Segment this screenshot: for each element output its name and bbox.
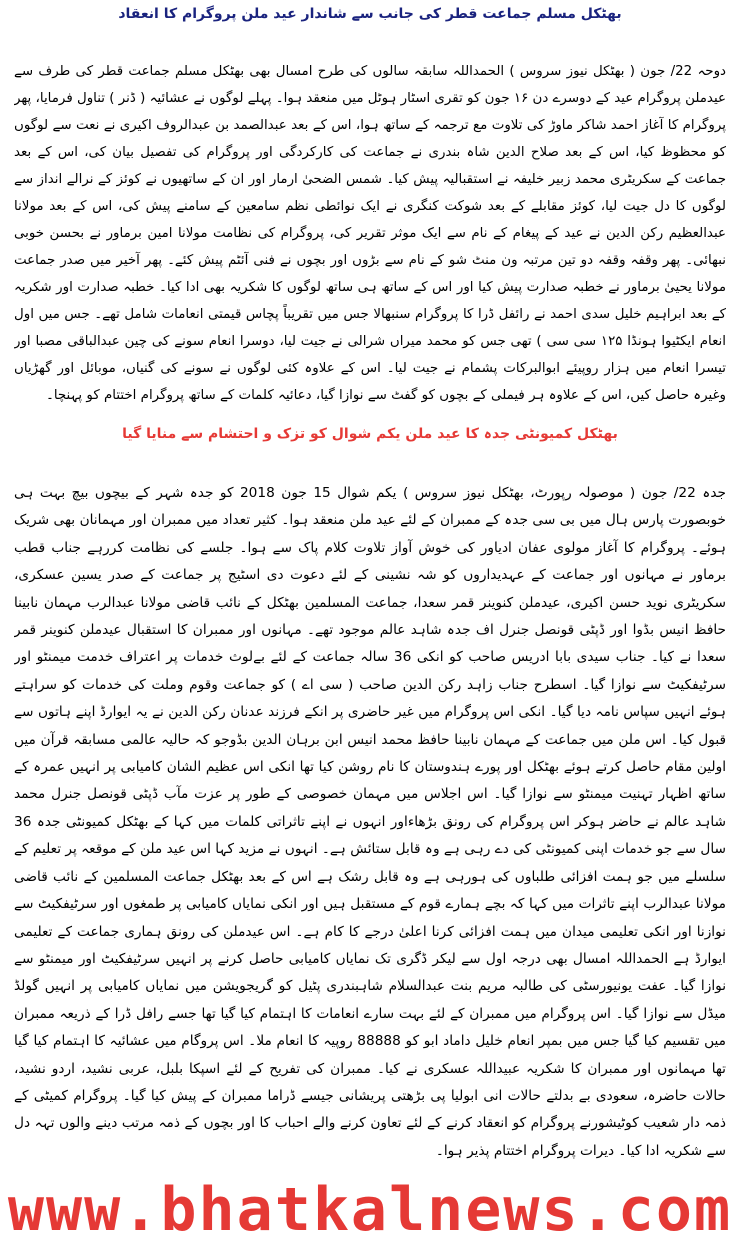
article2-headline: بھٹکل کمیونٹی جدہ کا عید ملن یکم شوال کو تزک و احتشام سے منایا گیا: [122, 426, 618, 442]
website-link[interactable]: www.bhatkalnews.com: [7, 1175, 733, 1245]
footer-banner: [0, 1170, 740, 1250]
article1-body: دوحہ 22/ جون ( بھٹکل نیوز سروس ) الحمداللہ سابقہ سالوں کی طرح امسال بھی بھٹکل مسلم جماعت قطر کی طرف سے عیدملن پروگرام عید کے دوسرے دن ۱۶ جون کو تقری اسٹار ہوٹل میں منعقد ہوا۔ پہلے لوگوں نے عشائیہ ( ڈنر ) تناول فرمایا، پھر پروگرام کا آغاز احمد شاکر ماوڑ کی تلاوت مع ترجمہ کے ساتھ ہوا، اس کے بعد عبدالصمد بن عبدالروف اکیری نے نعت سے لوگوں کو محظوظ کیا، اس کے بعد صلاح الدین شاہ بندری نے جماعت کی کارکردگی اور پروگرام کی تفصیل بیان کی، اس کے بعد جماعت کے سکریٹری محمد زبیر خلیفہ نے استقبالیہ پیش کیا۔ شمس الضحیٰ ارمار اور ان کے ساتھیوں نے کوئز کے نرالے انداز سے لوگوں کا دل جیت لیا، کوئز مقابلے کے بعد شوکت کنگری نے ایک نوائطی نظم سامعین کے سامنے پیش کی، اس کے بعد مولانا عبدالعظیم رکن الدین نے عید کے پیغام کے نام سے ایک موثر تقریر کی، پروگرام کی نظامت مولانا امین برماور نے بحسن خوبی نبھائی۔ پھر وقفہ وقفہ دو تین مرتبہ ون منٹ شو کے نام سے بڑوں اور بچوں نے فنی آئٹم پیش کئے۔ پھر آخیر میں صدر جماعت مولانا یحییٰ برماور نے خطبہ صدارت پیش کیا اور اس کے ساتھ ہی ساتھ لوگوں کا شکریہ بھی ادا کیا۔ خطبہ صدارت اور شکریہ کے بعد ابراہیم خلیل سدی احمد نے رائفل ڈرا کا پروگرام سنبھالا جس میں تقریباً پچاس قیمتی انعامات شامل تھے۔ جس میں اول انعام ایکٹیوا ہونڈا ۱۲۵ سی سی ) تھی جس کو محمد میراں شرالی نے جیت لیا، دوسرا انعام سونے کی چین عبدالباقی مصبا اور تیسرا انعام میں ہزار روپیئے ابوالبرکات پشمام نے جیت لیا۔ اس کے علاوہ کئی لوگوں نے سونے کی گنیاں، موبائل اور گھڑیاں وغیرہ حاصل کیں، اس کے علاوہ ہر فیملی کے بچوں کو گفٹ سے نوازا گیا، دعائیہ کلمات کے ساتھ پروگرام اختتام کو پہنچا۔: [14, 64, 726, 403]
article2-body: جدہ 22/ جون ( موصولہ رپورٹ، بھٹکل نیوز سروس ) یکم شوال 15 جون 2018 کو جدہ شہر کے بیچوں بیچ بہت ہی خوبصورت پارس ہال میں بی سی جدہ کے ممبران کے لئے عید ملن منعقد ہوا۔ کثیر تعداد میں ممبران اور مہمانان بھی شریک ہوئے۔ پروگرام کا آغاز مولوی عفان ادیاور کی خوش آواز تلاوت کلام پاک سے ہوا۔ جلسے کی نظامت کررہے جناب قطب برماور نے مہانوں اور جماعت کے عہدیداروں کو شہ نشینی کے لئے دعوت دی اسٹیج پر جماعت کے صدر یسین عسکری، سکریٹری نوید حسن اکیری، عیدملن کنوینر قمر سعدا، جماعت المسلمین بھٹکل کے نائب قاضی مولانا عبدالرب مہمان نابینا حافظ انیس بڈوا اور ڈپٹی قونصل جنرل اف جدہ شاہد عالم موجود تھے۔ مہانوں اور ممبران کا استقبال عیدملن کنوینر قمر سعدا نے کیا۔ جناب سیدی بابا ادریس صاحب کو انکی 36 سالہ جماعت کے لئے بےلوث خدمات پر اعتراف خدمت میمنٹو اور سرٹیفکیٹ سے نوازا گیا۔ اسطرح جناب زاہد رکن الدین صاحب ( سی اے ) کو جماعت وقوم وملت کی خدمات کو سراہتے ہوئے انہیں سپاس نامہ دیا گیا۔ انکی اس پروگرام میں غیر حاضری پر انکے فرزند عدنان رکن الدین نے یہ ایوارڈ اپنے ہاتوں سے قبول کیا۔ اس ملن میں جماعت کے مہمان نابینا حافظ محمد انیس ابن برہان الدین بڈوجو کہ حالیہ عالمی مسابقہ قرآن میں اولین مقام حاصل کرتے ہوئے بھٹکل اور پورے ہندوستان کا نام روشن کیا تھا انکی اس عظیم الشان کامیابی پر انہیں عمرہ کے ساتھ اظہار تہنیت میمنٹو سے نوازا گیا۔ اس اجلاس میں مہمان خصوصی کے طور پر عزت مآب ڈپٹی قونصل جنرل محمد شاہد عالم نے حاضر ہوکر اس پروگرام کی رونق بڑھاءاور انہوں نے اپنے تاثراتی کلمات میں کہا کے بھٹکل کمیونٹی جدہ 36 سال سے جو خدمات اپنی کمیونٹی کی دے رہی ہے وہ قابل ستائش ہے۔ انہوں نے مزید کہا اس عید ملن کے موقعہ پر تعلیم کے سلسلے میں جو ہمت افزائی طلباوں کی ہورہی ہے وہ قابل رشک ہے اس کے بعد بھٹکل جماعت المسلمین کے نائب قاضی مولانا عبدالرب اپنے تاثرات میں کہا کہ بچے ہمارے قوم کے مستقبل ہیں اور انکی نمایاں کامیابی پر طمغوں اور سرٹیفکیٹ سے نوازنا اور انکی تعلیمی میدان میں ہمت افزائی کرنا اعلیٰ درجے کا کام ہے۔ اس عیدملن کی رونق ہماری جماعت کے تعلیمی ایوارڈ ہے الحمداللہ امسال بھی درجہ اول سے لیکر ڈگری تک نمایاں کامیابی حاصل کرنے پر انہیں سرٹیفکیٹ اور میمنٹو سے نوازا گیا۔ عفت یونیورسٹی کی طالبہ مریم بنت عبدالسلام شاہبندری پٹیل کو گریجویشن میں نمایاں کامیابی پر انہیں گولڈ میڈل سے نوازا گیا۔ اس پروگرام میں ممبران کے لئے بہت سارے انعامات کا اہتمام کیا گیا تھا جسے رافل ڈرا کے ذریعہ ممبران میں تقسیم کیا گیا جس میں بمپر انعام خلیل داماد ابو کو 88888 روپیہ کا انعام ملا۔ اس پروگام میں عشائیہ کا اہتمام کیا گیا تھا مہمانوں اور ممبران کا شکریہ عبیداللہ عسکری نے کیا۔ ممبران کی تفریح کے لئے اسپکا بلبل، عربی نشید، اردو نشید، حالات حاضرہ، سعودی بے بدلتے حالات انی ابولیا پی بڑھتی پریشانی جیسے ڈراما ممبران کے پیش کیا گیا۔ پروگرام کمیٹی کے ذمہ دار شعیب کوٹیشورنے پروگرام کو انعقاد کرنے کے لئے تعاون کرنے والے احباب کا اور بچوں کے ذمہ مرتب دینے والوں تہہ دل سے شکریہ ادا کیا۔ دیرات پروگرام اختتام پذیر ہوا۔: [14, 485, 726, 1159]
article1-headline: بھٹکل مسلم جماعت قطر کی جانب سے شاندار عید ملن پروگرام کا انعقاد: [118, 6, 622, 22]
